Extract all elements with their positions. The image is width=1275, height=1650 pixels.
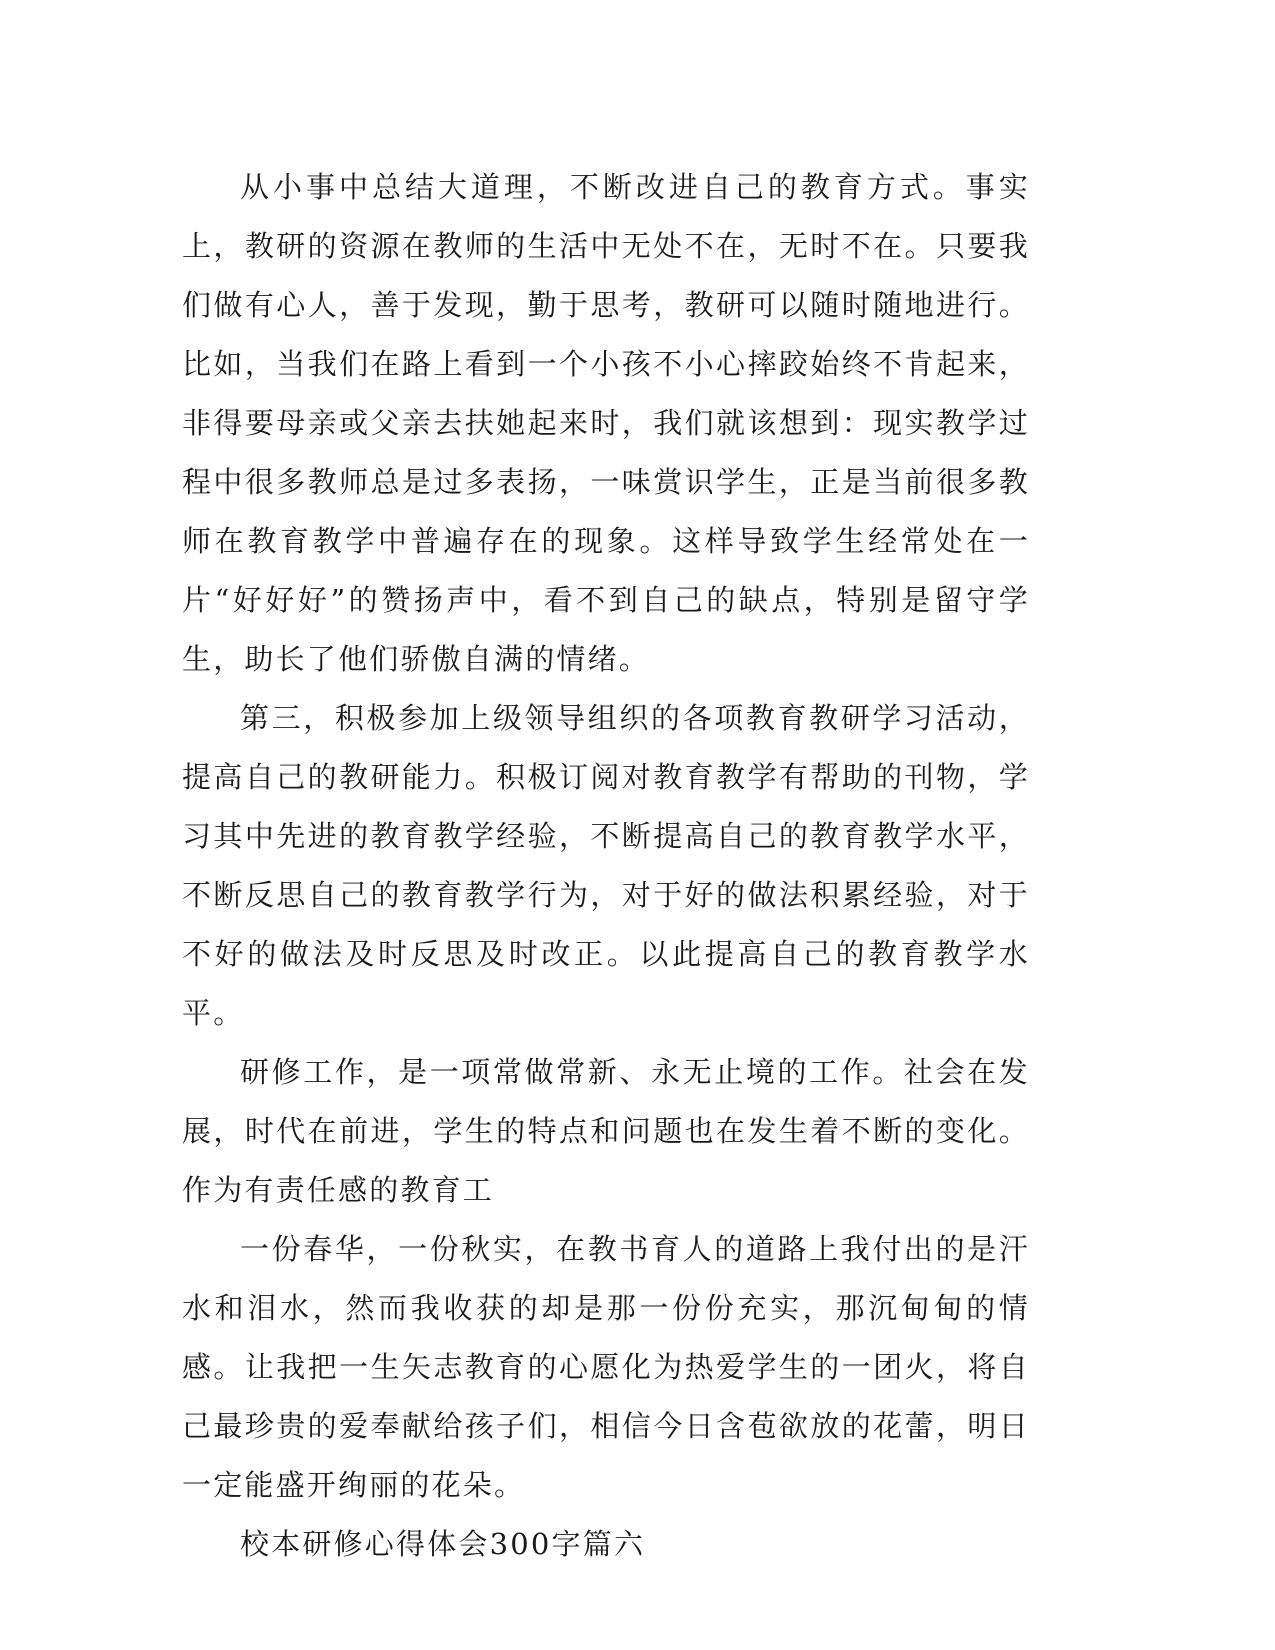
paragraph-1: 从小事中总结大道理，不断改进自己的教育方式。事实上，教研的资源在教师的生活中无处不在，无时不在。只要我们做有心人，善于发现，勤于思考，教研可以随时随地进行。比如，当我们在路上看到一个小孩不小心摔跤始终不肯起来，非得要母亲或父亲去扶她起来时，我们就该想到：现实教学过程中很多教师总是过多表扬，一味赏识学生，正是当前很多教师在教育教学中普遍存在的现象。这样导致学生经常处在一片“好好好”的赞扬声中，看不到自己的缺点，特别是留守学生，助长了他们骄傲自满的情绪。 [182,170,1030,676]
paragraph-3: 研修工作，是一项常做常新、永无止境的工作。社会在发展，时代在前进，学生的特点和问题也在发生着不断的变化。作为有责任感的教育工 [182,1055,1030,1207]
paragraph-4: 一份春华，一份秋实，在教书育人的道路上我付出的是汗水和泪水，然而我收获的却是那一份份充实，那沉甸甸的情感。让我把一生矢志教育的心愿化为热爱学生的一团火，将自己最珍贵的爱奉献给孩子们，相信今日含苞欲放的花蕾，明日一定能盛开绚丽的花朵。 [182,1232,1030,1502]
section-heading: 校本研修心得体会300字篇六 [240,1527,646,1561]
paragraph-2: 第三，积极参加上级领导组织的各项教育教研学习活动，提高自己的教研能力。积极订阅对教育教学有帮助的刊物，学习其中先进的教育教学经验，不断提高自己的教育教学水平，不断反思自己的教育教学行为，对于好的做法积累经验，对于不好的做法及时反思及时改正。以此提高自己的教育教学水平。 [182,701,1030,1030]
document-body [182,158,1030,1574]
